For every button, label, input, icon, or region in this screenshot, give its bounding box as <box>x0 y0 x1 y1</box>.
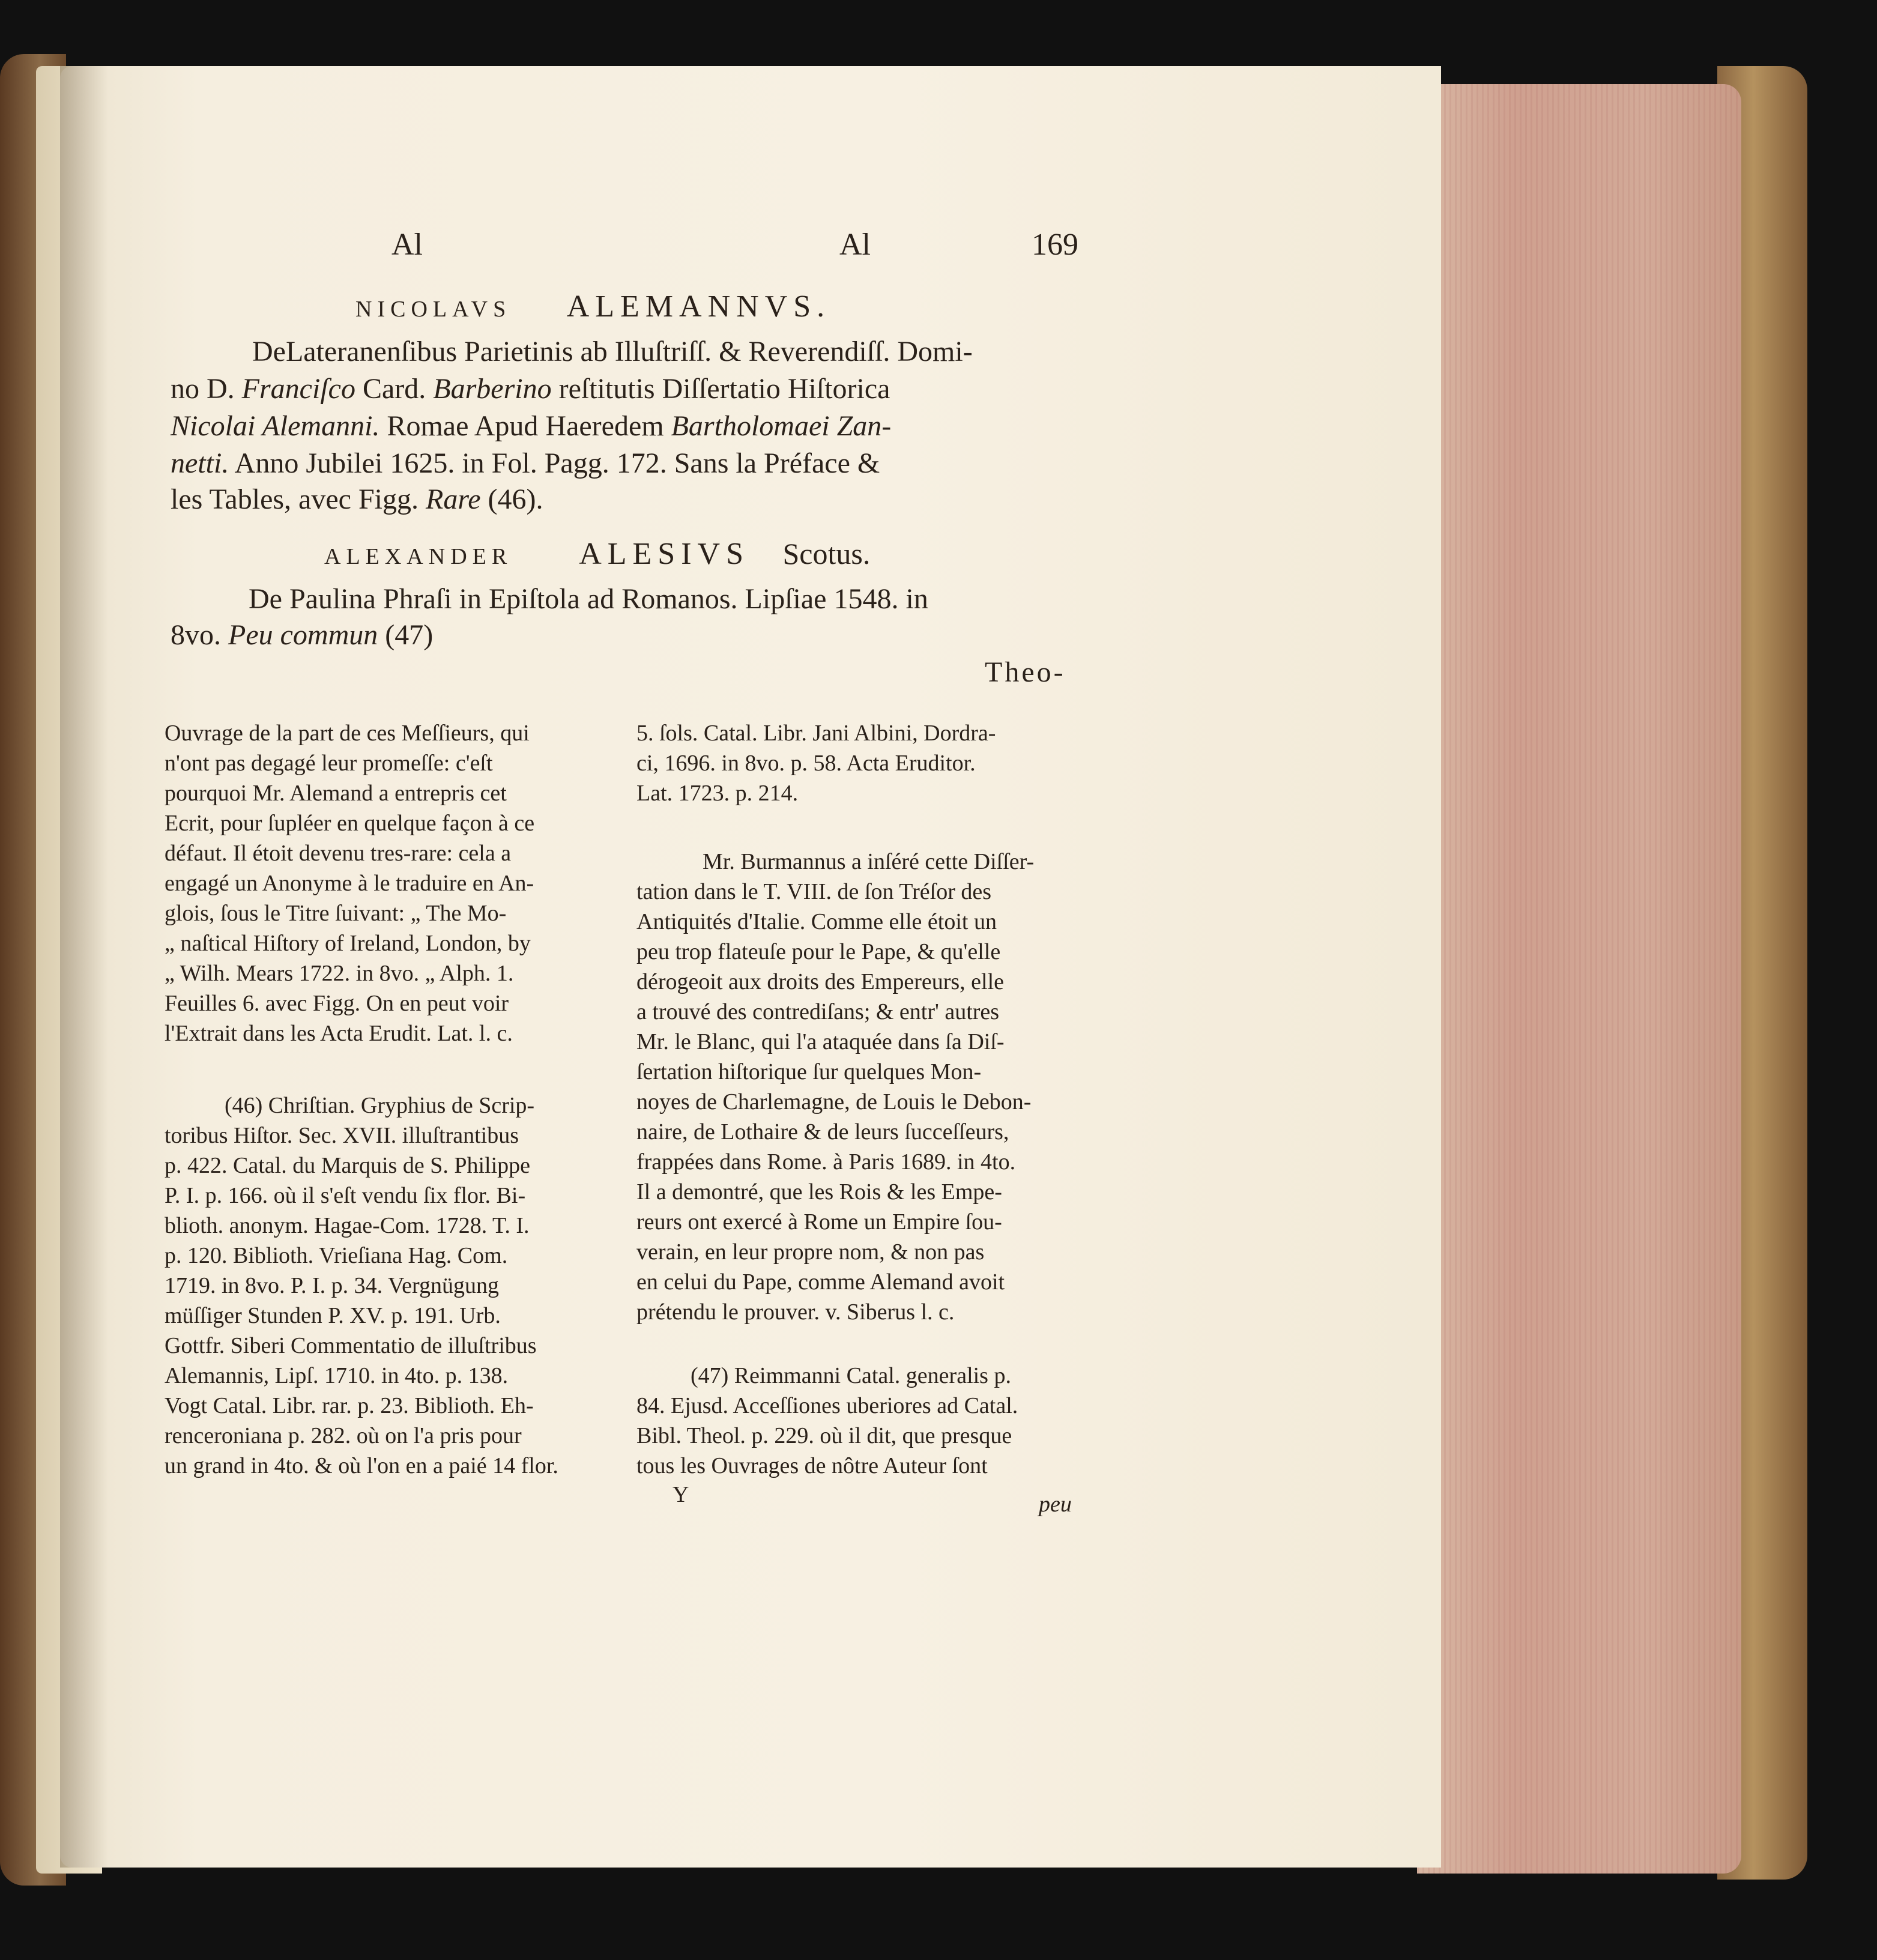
note-line: p. 422. Catal. du Marquis de S. Philippe <box>165 1153 531 1178</box>
note-line: pourquoi Mr. Alemand a entrepris cet <box>165 781 507 806</box>
entry-heading-alesius <box>324 534 870 576</box>
entry1-line: les Tables, avec Figg. Rare (46). <box>171 483 543 515</box>
note-line: prétendu le prouver. v. Siberus l. c. <box>636 1299 955 1325</box>
note-line: Bibl. Theol. p. 229. où il dit, que presque <box>636 1423 1012 1448</box>
note-line: naire, de Lothaire & de leurs ſucceſſeurs, <box>636 1119 1009 1145</box>
heading-surname: ALEMANNVS. <box>566 289 831 324</box>
note-line: Mr. Burmannus a inſéré cette Diſſer- <box>703 849 1035 874</box>
running-head-center: Al <box>839 228 871 262</box>
note-line: l'Extrait dans les Acta Erudit. Lat. l. c. <box>165 1021 513 1046</box>
note-line: en celui du Pape, comme Alemand avoit <box>636 1269 1005 1295</box>
entry1-line: Nicolai Alemanni. Romae Apud Haeredem Bartholomaei Zan- <box>171 410 892 442</box>
note-line: müſſiger Stunden P. XV. p. 191. Urb. <box>165 1303 501 1328</box>
entry1-line: no D. Franciſco Card. Barberino reſtitutis Diſſertatio Hiſtorica <box>171 373 890 405</box>
note-line: toribus Hiſtor. Sec. XVII. illuſtrantibus <box>165 1123 519 1148</box>
page-block-edge <box>1417 84 1741 1874</box>
note-line: Ecrit, pour ſupléer en quelque façon à ce <box>165 811 535 836</box>
note-line: Mr. le Blanc, qui l'a ataquée dans ſa Diſ- <box>636 1029 1005 1054</box>
heading-surname: ALESIVS <box>579 537 749 571</box>
note-line: 84. Ejusd. Acceſſiones uberiores ad Catal. <box>636 1393 1018 1418</box>
note-line: Antiquités d'Italie. Comme elle étoit un <box>636 909 997 934</box>
note-line: frappées dans Rome. à Paris 1689. in 4to. <box>636 1149 1016 1175</box>
entry2-line: De Paulina Phraſi in Epiſtola ad Romanos. Lipſiae 1548. in <box>249 583 928 615</box>
note-line: peu trop flateuſe pour le Pape, & qu'elle <box>636 939 1001 964</box>
note-line: renceroniana p. 282. où on l'a pris pour <box>165 1423 522 1448</box>
note-line: Il a demontré, que les Rois & les Empe- <box>636 1179 1002 1205</box>
entry2-line: 8vo. Peu commun (47) <box>171 619 434 651</box>
note-line: blioth. anonym. Hagae-Com. 1728. T. I. <box>165 1213 530 1238</box>
entry-heading-alemannus <box>355 287 830 328</box>
note-line: un grand in 4to. & où l'on en a paié 14 flor. <box>165 1453 558 1478</box>
signature-mark: Y <box>673 1482 689 1507</box>
note-line: Feuilles 6. avec Figg. On en peut voir <box>165 991 509 1016</box>
note-line: Vogt Catal. Libr. rar. p. 23. Biblioth. Eh- <box>165 1393 534 1418</box>
note-line: a trouvé des contrediſans; & entr' autres <box>636 999 1000 1024</box>
entry1-line: netti. Anno Jubilei 1625. in Fol. Pagg. 172. Sans la Préface & <box>171 447 880 479</box>
note-line: ſertation hiſtorique ſur quelques Mon- <box>636 1059 982 1084</box>
note-line: „ naſtical Hiſtory of Ireland, London, by <box>165 931 531 956</box>
note-line: ci, 1696. in 8vo. p. 58. Acta Eruditor. <box>636 751 976 776</box>
note-line: verain, en leur propre nom, & non pas <box>636 1239 985 1265</box>
note-line: défaut. Il étoit devenu tres-rare: cela a <box>165 841 512 866</box>
catchword-bottom: peu <box>1039 1492 1072 1517</box>
note-line: Lat. 1723. p. 214. <box>636 781 799 806</box>
page-gutter-shadow <box>60 66 108 1868</box>
heading-forename: ALEXANDER <box>324 544 513 569</box>
note-line: p. 120. Biblioth. Vrieſiana Hag. Com. <box>165 1243 508 1268</box>
note-line: Gottfr. Siberi Commentatio de illuſtribus <box>165 1333 537 1358</box>
note-line: tation dans le T. VIII. de ſon Tréſor des <box>636 879 992 904</box>
catchword-top: Theo- <box>985 656 1066 688</box>
entry1-line: DeLateranenſibus Parietinis ab Illuſtriſſ. & Reverendiſſ. Domi- <box>252 336 973 368</box>
note-line: 1719. in 8vo. P. I. p. 34. Vergnügung <box>165 1273 500 1298</box>
note-line: Alemannis, Lipſ. 1710. in 4to. p. 138. <box>165 1363 509 1388</box>
note-line: „ Wilh. Mears 1722. in 8vo. „ Alph. 1. <box>165 961 514 986</box>
note-line: engagé un Anonyme à le traduire en An- <box>165 871 534 896</box>
note-line: n'ont pas degagé leur promeſſe: c'eſt <box>165 751 493 776</box>
page-number: 169 <box>1032 228 1078 262</box>
note-line: glois, ſous le Titre ſuivant: „ The Mo- <box>165 901 507 926</box>
note-line: noyes de Charlemagne, de Louis le Debon- <box>636 1089 1032 1115</box>
note-line: P. I. p. 166. où il s'eſt vendu ſix flor. Bi- <box>165 1183 526 1208</box>
heading-tail: Scotus. <box>782 537 871 570</box>
note-line: (47) Reimmanni Catal. generalis p. <box>691 1363 1011 1388</box>
heading-forename: NICOLAVS <box>355 297 512 322</box>
note-line: Ouvrage de la part de ces Meſſieurs, qui <box>165 721 530 746</box>
note-line: dérogeoit aux droits des Empereurs, elle <box>636 969 1005 994</box>
note-line: tous les Ouvrages de nôtre Auteur ſont <box>636 1453 988 1478</box>
note-line: (46) Chriſtian. Gryphius de Scrip- <box>225 1093 535 1118</box>
note-line: 5. ſols. Catal. Libr. Jani Albini, Dordra- <box>636 721 996 746</box>
running-head-left: Al <box>391 228 423 262</box>
note-line: reurs ont exercé à Rome un Empire ſou- <box>636 1209 1002 1235</box>
